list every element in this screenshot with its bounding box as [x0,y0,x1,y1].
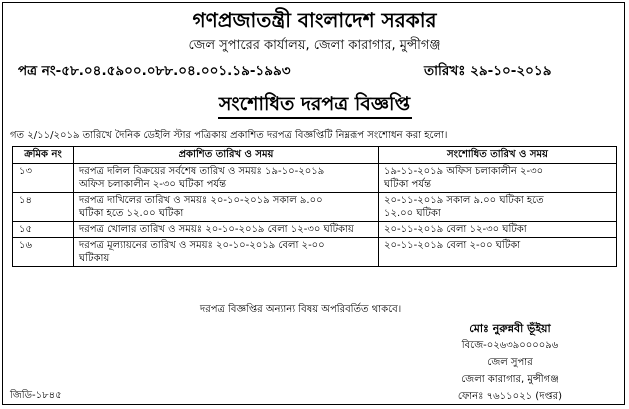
published-line: দরপত্র দাখিলের তারিখ ও সময়ঃ ২০-১০-২০১৯ সকাল ৯.০০ [79,195,323,206]
memo-date: তারিখঃ ২৯-১০-২০১৯ [424,63,552,79]
signatory-office: জেলা কারাগার, মুন্সীগঞ্জ [461,374,559,385]
published-line: দরপত্র খোলার তারিখ ও সময়ঃ ২০-১০-২০১৯ বেলা ১২-৩০ ঘটিকায় [79,224,354,235]
title-underline [218,117,412,119]
signature-block [430,320,590,405]
row-serial: ১৪ [13,193,74,222]
government-title: গণপ্রজাতন্ত্রী বাংলাদেশ সরকার [192,8,437,32]
revised-line: ১৯-১১-২০১৯ অফিস চলাকালীন ২-৩০ [384,166,544,177]
published-line: দরপত্র মূল্যায়নের তারিখ ও সময়ঃ ২০-১০-২০১৯ বেলা ২-০০ [79,240,325,251]
row-published [74,164,379,193]
gd-number: জিডি-১৮৪৫ [10,390,62,401]
published-line: অফিস চলাকালীন ২-৩০ ঘটিকা পর্যন্ত [79,179,227,190]
row-published [74,222,379,238]
notice-intro: গত ২/১১/২০১৯ তারিখে দৈনিক ডেইলি স্টার পত্রিকায় প্রকাশিত দরপত্র বিজ্ঞপ্তিটি নিম্নরূপ সংশোধন করা হলো। [10,130,448,141]
revised-line: ঘটিকা পর্যন্ত [384,179,432,190]
revised-line: ২০-১১-২০১৯ বেলা ২-০০ ঘটিকা [384,240,521,251]
row-revised [379,193,617,222]
header-published: প্রকাশিত তারিখ ও সময় [74,147,379,164]
row-serial: ১৫ [13,222,74,238]
row-revised [379,164,617,193]
signatory-designation: জেল সুপার [487,357,533,368]
table-header-row [13,147,617,164]
row-revised [379,222,617,238]
published-line: ঘটিকা হতে ১২.০০ ঘটিকা [79,208,184,219]
revised-line: ২০-১১-২০১৯ বেলা ১২-৩০ ঘটিকা [384,224,527,235]
memo-number: পত্র নং-৫৮.০৪.৫৯০০.০৮৮.০৪.০০১.১৯-১৯৯৩ [18,63,291,79]
revision-table [12,146,617,267]
header-serial: ক্রমিক নং [13,147,74,164]
office-address: জেল সুপারের কার্যালয়, জেলা কারাগার, মুন্সীগঞ্জ [188,38,441,53]
row-revised [379,238,617,267]
table-row [13,164,617,193]
closing-statement: দরপত্র বিজ্ঞপ্তির অন্যান্য বিষয় অপরিবর্তিত থাকবে। [200,304,402,315]
row-published [74,193,379,222]
signatory-phone: ফোনঃ ৭৬১১০২১ (দপ্তর) [457,391,563,402]
published-line: ঘটিকায় [79,253,110,264]
row-serial: ১৬ [13,238,74,267]
signatory-id: বিজে-০২৬৩৯০০০০৯৬ [461,340,559,351]
header-revised: সংশোধিত তারিখ ও সময় [379,147,617,164]
table-row [13,222,617,238]
notice-title: সংশোধিত দরপত্র বিজ্ঞপ্তি [218,93,411,115]
published-line: দরপত্র দলিল বিক্রয়ের সর্বশেষ তারিখ ও সময়ঃ ১৯-১০-২০১৯ [79,166,325,177]
signatory-name: মোঃ নুরুন্নবী ভূঁইয়া [469,322,551,335]
table-row [13,238,617,267]
row-published [74,238,379,267]
revised-line: ২০-১১-২০১৯ সকাল ৯.০০ ঘটিকা হতে [384,195,544,206]
revised-line: ১২.০০ ঘটিকা [384,208,441,219]
row-serial: ১৩ [13,164,74,193]
table-row [13,193,617,222]
